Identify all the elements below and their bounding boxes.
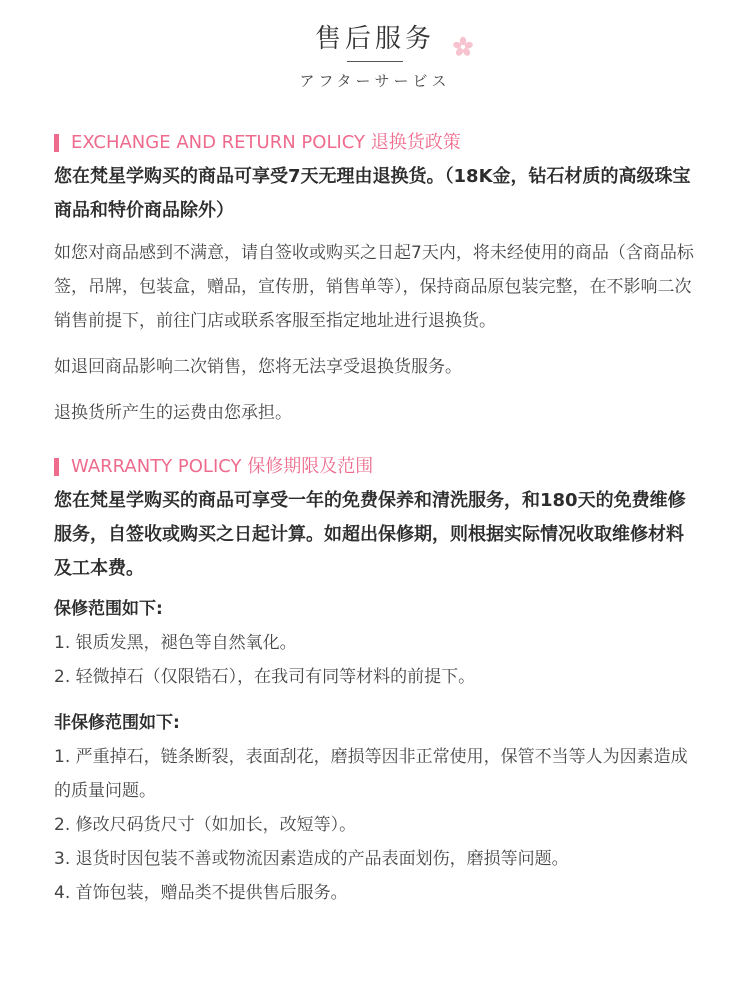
cherry-blossom-icon (452, 36, 474, 58)
covered-item: 2. 轻微掉石（仅限锆石），在我司有同等材料的前提下。 (54, 667, 476, 687)
heading-accent-bar (54, 134, 59, 152)
warranty-heading-text: WARRANTY POLICY 保修期限及范围 (71, 456, 374, 477)
policy-content (54, 128, 698, 910)
warranty-section-heading (54, 454, 698, 480)
exchange-heading-text: EXCHANGE AND RETURN POLICY 退换货政策 (71, 132, 461, 153)
page-title: 售后服务 (314, 24, 435, 54)
page-header (0, 0, 750, 100)
exchange-summary: 您在梵星学购买的商品可享受7天无理由退换货。（18K金，钻石材质的高级珠宝商品和特价商品除外） (54, 166, 691, 221)
covered-item: 1. 银质发黑，褪色等自然氧化。 (54, 633, 297, 653)
not-covered-item: 2. 修改尺码货尺寸（如加长，改短等）。 (54, 815, 357, 835)
covered-scope-title: 保修范围如下: (54, 599, 163, 619)
section-spacer (54, 442, 698, 452)
not-covered-scope-title: 非保修范围如下: (54, 713, 180, 733)
exchange-paragraph-1: 如您对商品感到不满意，请自签收或购买之日起7天内，将未经使用的商品（含商品标签，吊牌，包装盒，赠品，宣传册，销售单等），保持商品原包装完整，在不影响二次销售前提下，前往门店或联系客服至指定地址进行退换货。 (54, 243, 694, 331)
title-divider (347, 61, 403, 62)
not-covered-item: 1. 严重掉石，链条断裂，表面刮花，磨损等因非正常使用，保管不当等人为因素造成的质量问题。 (54, 747, 688, 801)
exchange-paragraph-3: 退换货所产生的运费由您承担。 (54, 403, 292, 423)
page-subtitle: アフターサービス (299, 72, 451, 90)
not-covered-item: 4. 首饰包装，赠品类不提供售后服务。 (54, 883, 348, 903)
not-covered-item: 3. 退货时因包装不善或物流因素造成的产品表面划伤，磨损等问题。 (54, 849, 569, 869)
heading-accent-bar (54, 458, 59, 476)
warranty-summary: 您在梵星学购买的商品可享受一年的免费保养和清洗服务，和180天的免费维修服务，自签收或购买之日起计算。如超出保修期，则根据实际情况收取维修材料及工本费。 (54, 490, 686, 579)
exchange-paragraph-2: 如退回商品影响二次销售，您将无法享受退换货服务。 (54, 357, 462, 377)
exchange-section-heading (54, 130, 698, 156)
